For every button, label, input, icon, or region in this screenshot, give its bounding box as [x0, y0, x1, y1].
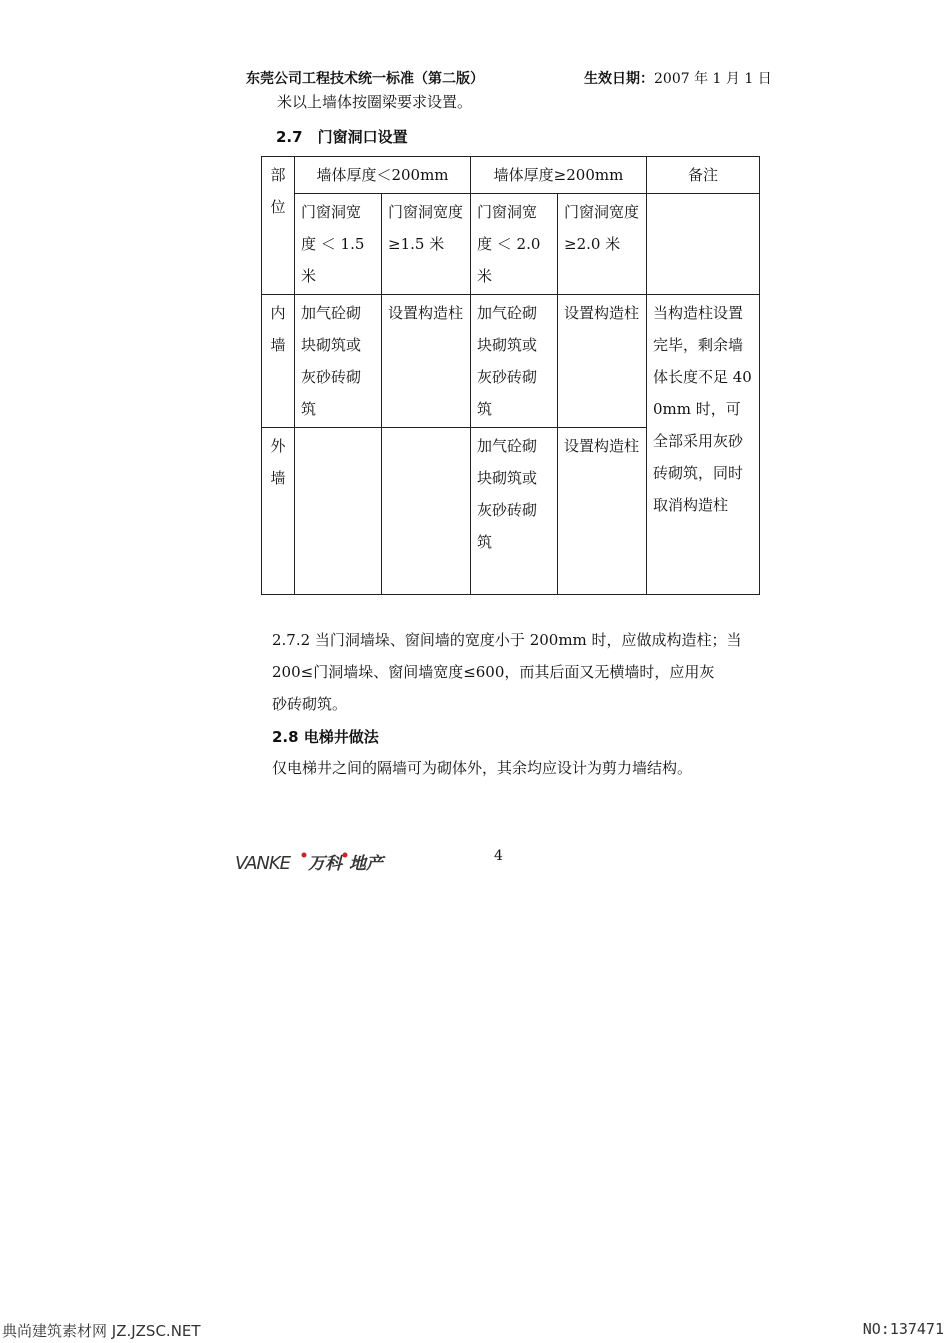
table-cell: 加气砼砌块砌筑或灰砂砖砌筑 — [295, 295, 382, 428]
opening-table — [261, 156, 760, 595]
table-note: 当构造柱设置完毕，剩余墙体长度不足 400mm 时，可全部采用灰砂砖砌筑，同时取消构造柱 — [647, 295, 760, 595]
section-2-7-heading: 2.7 门窗洞口设置 — [276, 128, 408, 146]
table-row-head-outer: 外墙 — [262, 428, 295, 595]
paragraph-line: 200≤门洞墙垛、窗间墙宽度≤600，而其后面又无横墙时，应用灰 — [272, 663, 715, 681]
document-title: 东莞公司工程技术统一标准（第二版） — [246, 71, 484, 87]
table-col4-head: 门窗洞宽度 ≥2.0 米 — [558, 194, 647, 295]
table-cell — [382, 428, 471, 595]
table-cell: 加气砼砌块砌筑或灰砂砖砌筑 — [471, 295, 558, 428]
table-cell: 设置构造柱 — [382, 295, 471, 428]
table-cell: 加气砼砌块砌筑或灰砂砖砌筑 — [471, 428, 558, 595]
svg-text:地产: 地产 — [349, 854, 383, 874]
table-row-head-inner: 内墙 — [262, 295, 295, 428]
svg-text:万科: 万科 — [308, 854, 342, 874]
paragraph-line: 2.7.2 当门洞墙垛、窗间墙的宽度小于 200mm 时，应做成构造柱；当 — [272, 631, 742, 649]
table-col2-head: 门窗洞宽度 ≥1.5 米 — [382, 194, 471, 295]
section-2-8-heading: 2.8 电梯井做法 — [272, 728, 379, 746]
table-cell: 设置构造柱 — [558, 428, 647, 595]
table-header-note: 备注 — [647, 157, 760, 194]
vanke-logo-graphic — [233, 849, 403, 875]
table-cell — [295, 428, 382, 595]
intro-line: 米以上墙体按圈梁要求设置。 — [277, 93, 473, 111]
table-col3-head: 门窗洞宽度 ＜ 2.0 米 — [471, 194, 558, 295]
section-2-8-text: 仅电梯井之间的隔墙可为砌体外，其余均应设计为剪力墙结构。 — [272, 759, 693, 777]
paragraph-2-7-2 — [272, 624, 772, 720]
table-header-lt200: 墙体厚度＜200mm — [295, 157, 471, 194]
effective-date-label: 生效日期： — [584, 71, 654, 87]
paragraph-line: 砂砖砌筑。 — [272, 695, 348, 713]
effective-date-value: 2007 年 1 月 1 日 — [654, 71, 772, 87]
vanke-logo — [233, 849, 403, 879]
table-col1-head: 门窗洞宽度 ＜ 1.5 米 — [295, 194, 382, 295]
page-number: 4 — [494, 848, 503, 864]
watermark-left: 典尚建筑素材网 JZ.JZSC.NET — [2, 1322, 201, 1340]
effective-date — [584, 68, 772, 88]
svg-text:VANKE: VANKE — [235, 853, 291, 874]
table-row-head-part: 部位 — [262, 157, 295, 295]
table-note-blank — [647, 194, 760, 295]
watermark-right: NO:137471 — [862, 1320, 944, 1338]
table-cell: 设置构造柱 — [558, 295, 647, 428]
table-header-ge200: 墙体厚度≥200mm — [471, 157, 647, 194]
